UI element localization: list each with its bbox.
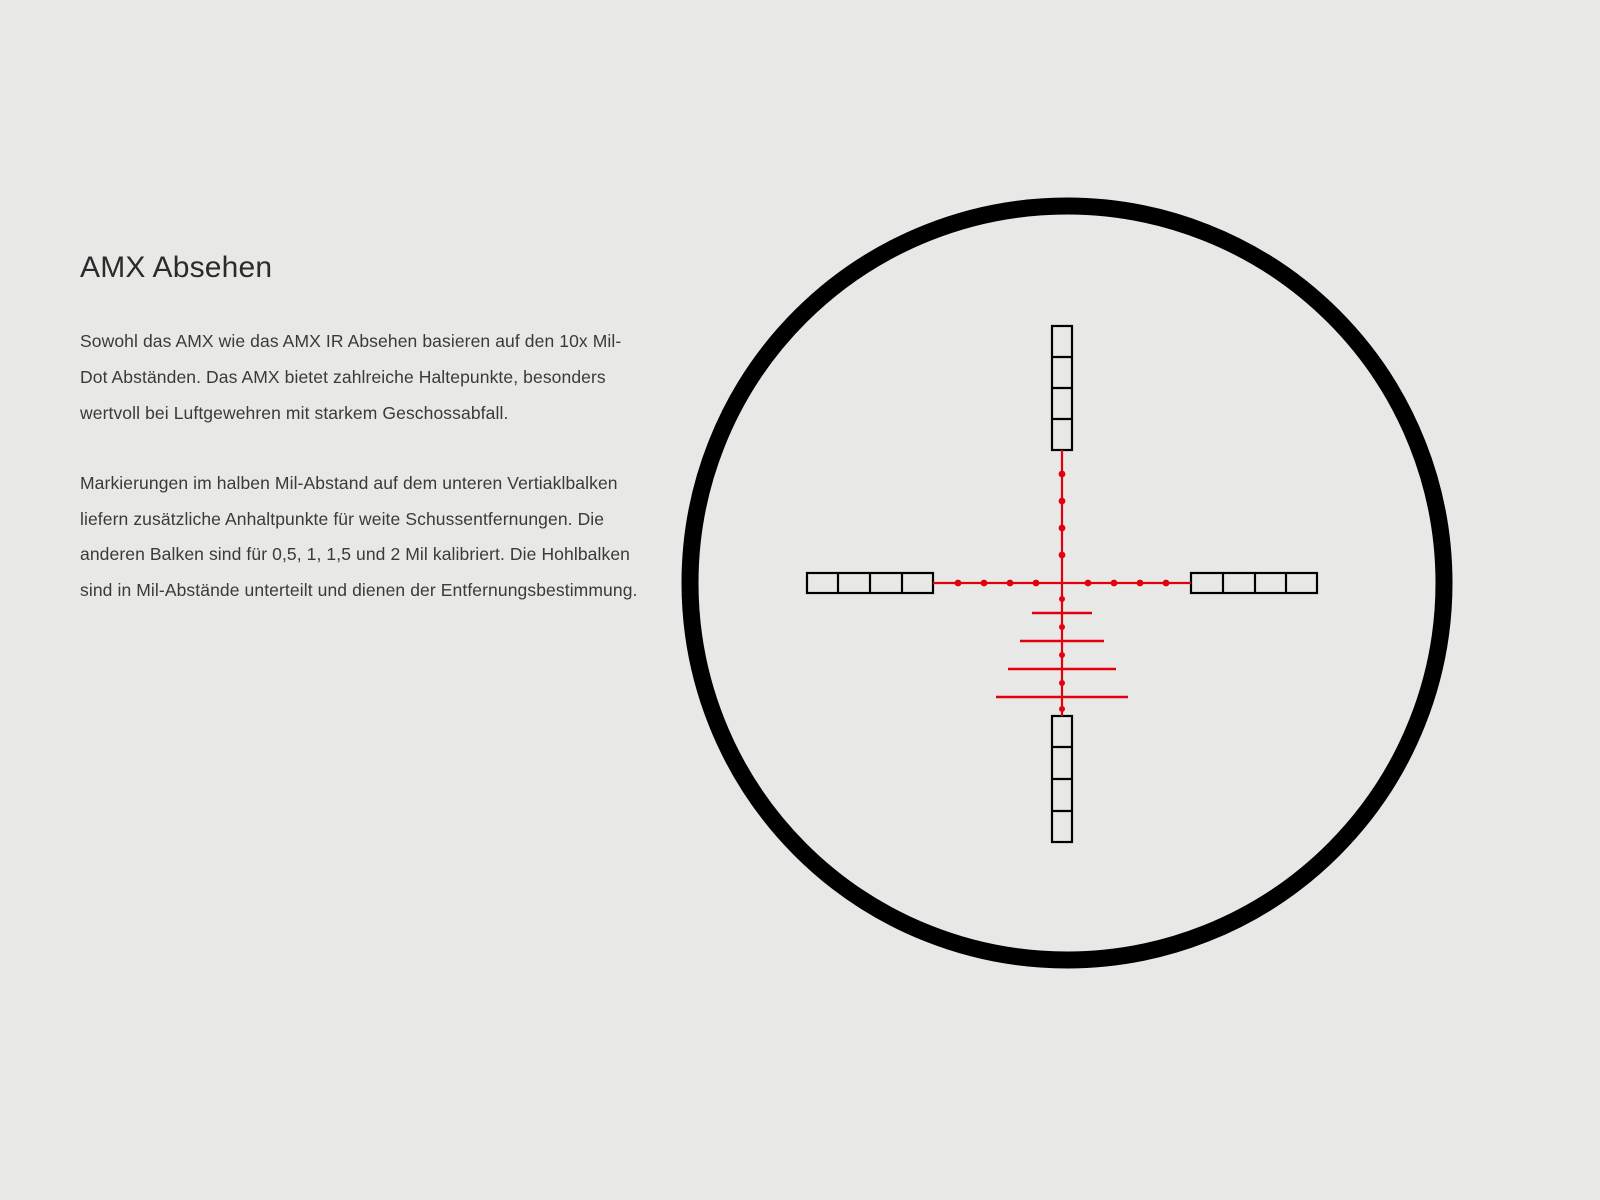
bottom-post [1052, 716, 1072, 842]
reticle-crosshair [933, 450, 1191, 716]
right-post [1191, 573, 1317, 593]
text-column [80, 250, 640, 609]
description-paragraph-2: Markierungen im halben Mil-Abstand auf dem unteren Vertiaklbalken liefern zusätzliche Anhaltpunkte für weite Schussentfernungen. Die anderen Balken sind für 0,5, 1, 1,5 und 2 Mil kalibriert. Die Hohlbalken sind in Mil-Abstände unterteilt und dienen der Entfernungsbestimmung. [80, 472, 638, 601]
description-paragraph-1: Sowohl das AMX wie das AMX IR Absehen basieren auf den 10x Mil-Dot Abständen. Das AMX bietet zahlreiche Haltepunkte, besonders wertvoll bei Luftgewehren mit starkem Geschossabfall. [80, 331, 622, 423]
reticle-svg [672, 185, 1462, 975]
top-post [1052, 326, 1072, 450]
page-title: AMX Absehen [80, 251, 273, 284]
reticle-diagram [672, 185, 1462, 975]
left-post [807, 573, 933, 593]
